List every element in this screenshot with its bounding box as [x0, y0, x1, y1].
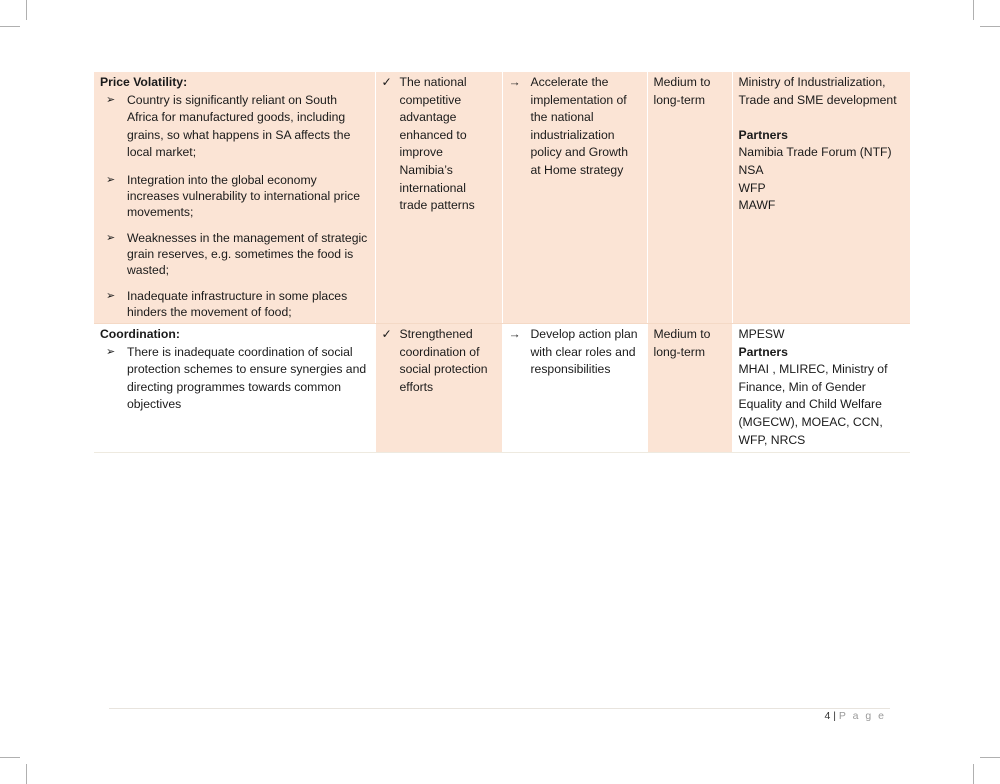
partner-item: NSA [738, 162, 764, 177]
challenge-title: Price Volatility: [100, 75, 188, 89]
table-row [94, 323, 910, 452]
responsible-cell [732, 72, 910, 323]
crop-mark [26, 0, 27, 20]
bullet-arrow-icon: ➢ [106, 289, 116, 302]
challenge-title: Coordination: [100, 326, 180, 341]
challenge-cell [94, 72, 375, 323]
list-item: ➢ Integration into the global economy increases vulnerability to international price movements; [106, 172, 361, 219]
action-cell [502, 72, 647, 323]
crop-mark [973, 764, 974, 784]
outcome-text: The national competitive advantage enhanced to improve Namibia’s international trade patterns [399, 75, 475, 213]
bullet-arrow-icon: ➢ [106, 173, 116, 186]
page-label: P a g e [838, 710, 886, 722]
outcome-text: Strengthened coordination of social protection efforts [399, 326, 488, 394]
timeframe-cell [647, 72, 732, 323]
arrow-right-icon: → [508, 326, 521, 341]
list-item: ➢ There is inadequate coordination of social protection schemes to ensure synergies and directing programmes towards common objectives [106, 344, 367, 412]
challenge-list [100, 344, 369, 414]
timeframe-text: Medium to long-term [653, 75, 711, 107]
action-cell [502, 323, 647, 452]
timeframe-cell [647, 323, 732, 452]
partner-item: Namibia Trade Forum (NTF) [738, 145, 892, 160]
action-text: Accelerate the implementation of the national industrialization policy and Growth at Home strategy [530, 75, 629, 177]
crop-mark [0, 26, 20, 27]
timeframe-text: Medium to long-term [653, 326, 711, 359]
lead-agency: MPESW [738, 326, 785, 341]
bullet-arrow-icon: ➢ [106, 231, 116, 244]
outcome-cell [375, 72, 502, 323]
partner-item: WFP [738, 180, 766, 195]
partners-heading: Partners [738, 344, 788, 359]
footer-separator: | [833, 710, 836, 722]
checkmark-icon: ✓ [381, 326, 392, 341]
partner-item: MAWF [738, 198, 776, 213]
strategy-table [94, 72, 910, 453]
outcome-cell [375, 323, 502, 452]
page-footer [824, 710, 886, 722]
list-item: ➢ Inadequate infrastructure in some places hinders the movement of food; [106, 288, 348, 319]
page-number: 4 [824, 710, 831, 722]
crop-mark [26, 764, 27, 784]
challenge-list [100, 92, 369, 320]
action-text: Develop action plan with clear roles and responsibilities [530, 326, 638, 377]
list-item: ➢ Country is significantly reliant on South Africa for manufactured goods, including grains, so what happens in SA affects the local market; [106, 92, 351, 160]
crop-mark [0, 757, 20, 758]
crop-mark [973, 0, 974, 20]
checkmark-icon: ✓ [381, 75, 392, 89]
crop-mark [980, 26, 1000, 27]
bullet-arrow-icon: ➢ [106, 345, 116, 358]
challenge-cell [94, 323, 375, 452]
arrow-right-icon: → [508, 75, 521, 89]
bullet-arrow-icon: ➢ [106, 93, 116, 106]
partners-list: MHAI , MLIREC, Ministry of Finance, Min of Gender Equality and Child Welfare (MGECW), MOEAC, CCN, WFP, NRCS [738, 362, 888, 447]
crop-mark [980, 757, 1000, 758]
list-item: ➢ Weaknesses in the management of strategic grain reserves, e.g. sometimes the food is wasted; [106, 230, 368, 277]
lead-agency: Ministry of Industrialization, Trade and SME development [738, 75, 897, 107]
partners-heading: Partners [738, 127, 788, 142]
table-row [94, 72, 910, 323]
footer-rule [109, 708, 890, 709]
responsible-cell [732, 323, 910, 452]
